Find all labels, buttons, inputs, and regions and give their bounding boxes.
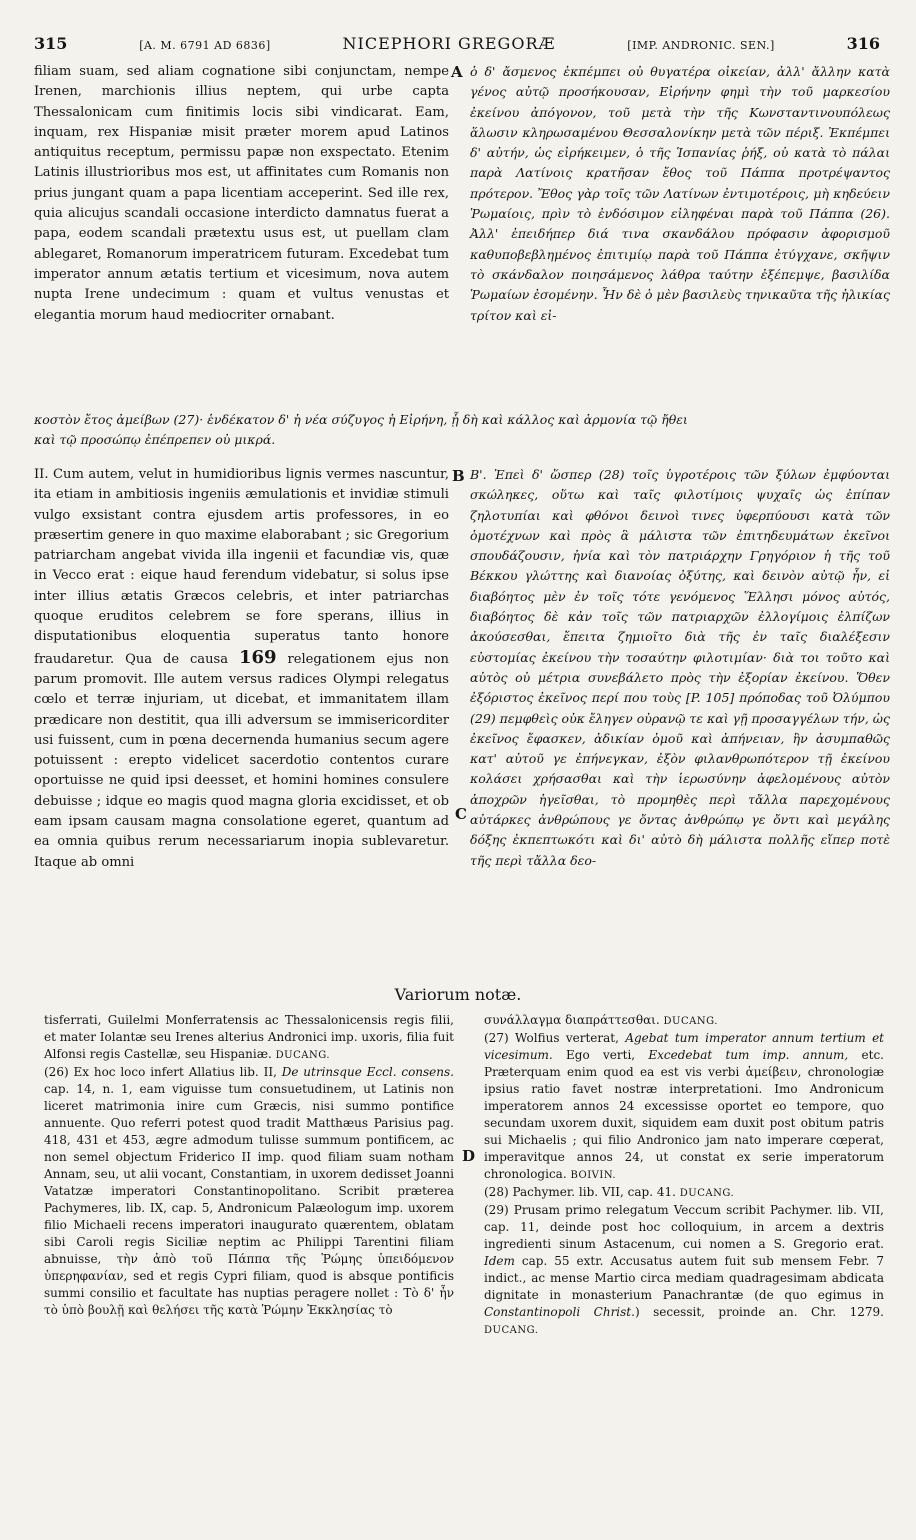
greek-section-ii: Β'. Ἐπεὶ δ' ὥσπερ (28) τοῖς ὑγροτέροις τῶν ξύλων ἐμφύονται σκώληκες, οὕτω καὶ ταῖς φιλοτίμοις ψυχαῖς ὡς ἐπίπαν ζηλοτυπίαι καὶ φθόνοι δεινοὶ τινες ὑφερπύουσι κατὰ τῶν ὁμοτέχνων καὶ πρὸς ἃ μάλιστα τῶν ἐπιτηδευμάτων ἐκεῖνοι σπουδάζουσιν, ἠνία καὶ τὸν πατριάρχην Γρηγόριον ἡ τῆς τοῦ Βέκκου γλώττης καὶ διανοίας ὀξύτης, καὶ δεινὸν αὐτῷ ἦν, εἰ διαβόητος μὲν ἐν τοῖς τότε γενόμενος Ἕλλησι μόνος αὐτός, διαβόητος δὲ κἀν τοῖς τῶν πατριαρχῶν ἐλλογίμοις ἐλπίζων ἀκούσεσθαι, ἔπειτα ζημιοῖτο διὰ τῆς ἐν ταῖς διαλέξεσιν εὐστομίας ἐκείνου τὴν τοσαύτην φιλοτιμίαν· διὰ τοι τοῦτο καὶ αὐτὸς οὐ μέτρια συνεβάλετο πρὸς τὴν ἐξορίαν ἐκείνου. Ὅθεν ἐξόριστος ἐκεῖνος περί που τοὺς [P. 105] πρόποδας τοῦ Ὀλύμπου (29) πεμφθεὶς οὐκ ἔληγεν οὐρανῷ τε καὶ γῇ προσαγγέλων τήν, ὡς ἐκεῖνος ἔφασκεν, ἀδικίαν ὁμοῦ καὶ ἀπήνειαν, ἣν ἀσυμπαθῶς κατ' αὐτοῦ γε ἐπήνεγκαν, ἐξὸν φιλανθρωπότερον τῇ ἐκείνου κολάσει χρήσασθαι καὶ τὴν ἱερωσύνην ἀφελομένους αὐτὸν ἀποχρῶν ἡγεῖσθαι, τὸ προμηθὲς περὶ τἄλλα παρεχομένους αὐτάρκες ἀνθρώπους γε ὄντας ἀνθρώπῳ γε ὄντι καὶ μεγάλης δόξης ἐκπεπτωκότι καὶ δι' αὐτὸ δὴ μάλιστα πολλῆς εἴπερ ποτὲ τῆς περὶ τἄλλα δεο- — [470, 467, 890, 868]
latin-paragraph: filiam suam, sed aliam cognatione sibi conjunctam, nempe Irenen, marchionis illius neptem, qui urbe capta Thessalonicam cum finitimis locis sibi vindicarat. Eam, inquam, rex Hispaniæ misit præter morem apud Latinos antiquitus receptum, permissu papæ non exspectato. Etenim Latinis illustrioribus mos est, ut affinitates cum Romanis non prius jungant quam a papa licentiam acceperint. Sed ille rex, quia alicujus scandali occasione interdicto damnatus fuerat a papa, eodem scandali prætextu usus est, ut puellam clam ablegaret, Romanorum imperatricem futuram. Excedebat tum imperator annum ætatis tertium et vicesimum, nova autem nupta Irene undecimum : quam et vultus venustas et elegantia morum haud mediocriter ornabant. — [34, 64, 449, 323]
running-header — [34, 34, 880, 60]
note-28: (28) Pachymer. lib. VII, cap. 41. DUCANG. — [484, 1185, 735, 1199]
section-marker-c: C — [455, 805, 467, 823]
note-signature: DUCANG. — [484, 1325, 539, 1336]
note-27: (27) Wolfius verterat, Agebat tum imperator annum tertium et vicesimum. Ego verti, Excedebat tum imp. annum, etc. Præterquam enim quod ea est vis verbi ἀμείβειν, chronologiæ ipsius ratio favet nostræ interpretationi. Imo Andronicum imperatorem annos 24 excessisse oportet eo tempore, quo secundam uxorem duxit, siquidem eam duxit post obitum patris sui Michaelis ; qui filio Andronico jam nato imperare cœperat, imperavitque annos 24, ut constat ex serie imperatorum chronologica. BOIVIN. — [484, 1031, 884, 1181]
latin-column-part1 — [34, 62, 449, 326]
note-29: (29) Prusam primo relegatum Veccum scribit Pachymer. lib. VII, cap. 11, deinde post hoc colloquium, in arcem a dextris ingredienti sinum Astacenum, cui nomen a S. Gregorio erat. Idem cap. 55 extr. Accusatus autem fuit sub mensem Febr. 7 indict., ac mense Martio circa mediam quadragesimam abdicata dignitate in monasterium Panachrantæ (de quo egimus in Constantinopoli Christ.) secessit, proinde an. Chr. 1279. DUCANG. — [484, 1203, 884, 1336]
header-date: [A. M. 6791 AD 6836] — [139, 39, 271, 52]
note-signature: DUCANG. — [679, 1188, 735, 1199]
header-title: NICEPHORI GREGORÆ — [342, 34, 556, 53]
header-book: [IMP. ANDRONIC. SEN.] — [627, 39, 775, 52]
greek-spanning-lines — [34, 410, 894, 450]
latin-text-a: II. Cum autem, velut in humidioribus lignis vermes nascuntur, ita etiam in ambitiosis ingeniis æmulationis et invidiæ stimuli vulgo exsistant contra ejusdem artis professores, in eo præsertim genere in quo maxime elaborabant ; sic Gregorium patriarcham angebat vivida illa ingenii et facundiæ vis, quæ in Vecco erat : eique haud ferendum videbatur, si solus ipse inter illius ætatis Græcos celebris, et inter patriarchas quoque eruditos celebrem se fore sperans, illius in disputationibus eloquentia superatus tanto honore fraudaretur. Qua de causa — [34, 467, 449, 667]
page-number-right: 316 — [846, 34, 880, 53]
greek-cross-line-2: καὶ τῷ προσώπῳ ἐπέπρεπεν οὐ μικρά. — [34, 432, 276, 447]
latin-section-ii — [34, 465, 449, 873]
latin-text-b: relegationem ejus non parum promovit. Ille autem versus radices Olympi relegatus cœlo et terræ injuriam, ut dicebat, et immanitatem illam prædicare non destitit, qua illi adversum se immisericorditer usi fuissent, cum in pœna decernenda humanius secum agere potuissent : erepto videlicet sacerdotio contentos curare oportuisse ne quid ipsi deesset, et homini homines consulere debuisse ; idque eo magis quod magna gloria excidisset, et ob eam ipsam causam magna consolatione egeret, quantum ad ea omnia quibus rerum necessariarum inopia sublevaretur. Itaque ab omni — [34, 651, 449, 870]
notes-right-column — [484, 1012, 884, 1339]
note-continuation: tisferrati, Guilelmi Monferratensis ac Thessalonicensis regis filii, et mater Iolantæ seu Irenes alterius Andronici imp. uxoris, filia fuit Alfonsi regis Castellæ, seu Hispaniæ. DUCANG. — [44, 1013, 454, 1061]
migne-column-number: 169 — [238, 646, 277, 668]
note-26: (26) Ex hoc loco infert Allatius lib. II, De utrinsque Eccl. consens. cap. 14, n. 1, eam viguisse tum consuetudinem, ut Latinis non liceret matrimonia inire cum Græcis, nisi summo pontifice annuente. Quo referri potest quod tradit Matthæus Parisius pag. 418, 431 et 453, ægre admodum tulisse summum pontificem, ac non semel objectum Friderico II imp. quod filiam suam notham Annam, seu, ut alii vocant, Constantiam, in uxorem dedisset Joanni Vatatzæ imperatori Constantinopolitano. Scribit præterea Pachymeres, lib. IX, cap. 5, Andronicum Palæologum imp. uxorem filio Michaeli recens imperatori inaugurato quærentem, oblatam sibi Caroli regis Siciliæ neptim ac Philippi Tarentini filiam abnuisse, τὴν ἀπὸ τοῦ Πάππα τῆς Ῥώμης ὑπειδόμενον ὑπερηφανίαν, sed et regis Cypri filiam, quod is absque pontificis summi consilio et facultate has nuptias peragere nollet : Τὸ δ' ἦν τὸ ὑπὸ βουλῇ καὶ θελήσει τῆς κατὰ Ῥώμην Ἐκκλησίας τὸ — [44, 1065, 454, 1317]
section-marker-a: A — [451, 63, 463, 81]
greek-column-part1 — [470, 62, 890, 326]
page-number-left: 315 — [34, 34, 68, 53]
greek-paragraph: ὁ δ' ἄσμενος ἐκπέμπει οὐ θυγατέρα οἰκείαν, ἀλλ' ἄλλην κατὰ γένος αὐτῷ προσήκουσαν, Εἰρήνην φημὶ τὴν τοῦ μαρκεσίου ἐκείνου ἀπόγονον, τοῦ μετὰ τὴν τῆς Κωνσταντινουπόλεως ἅλωσιν κληρωσαμένου Θεσσαλονίκην μετὰ τῶν πέριξ. Ἐκπέμπει δ' αὐτήν, ὡς εἰρήκειμεν, ὁ τῆς Ἱσπανίας ῥήξ, οὐ κατὰ τὸ πάλαι παρὰ Λατίνοις κρατῆσαν ἔθος τοῦ Πάππα προτρέψαντος πρότερον. Ἔθος γὰρ τοῖς τῶν Λατίνων ἐντιμοτέροις, μὴ κηδεύειν Ῥωμαίοις, πρὶν τὸ ἐνδόσιμον εἰληφέναι παρὰ τοῦ Πάππα (26). Ἀλλ' ἐπειδήπερ διά τινα σκανδάλου πρόφασιν ἀφορισμοῦ καθυποβεβλημένος ἐπιτιμίῳ παρὰ τοῦ Πάππα ἐτύγχανε, σκῆψιν τὸ σκάνδαλον ποιησάμενος λάθρα ταύτην ἐξέπεμψε, βασιλίδα Ῥωμαίων ἐσομένην. Ἦν δὲ ὁ μὲν βασιλεὺς τηνικαῦτα τῆς ἡλικίας τρίτον καὶ εἰ- — [470, 64, 890, 323]
notes-left-column — [44, 1012, 454, 1319]
note-26-end: συνάλλαγμα διαπράττεσθαι. DUCANG. — [484, 1013, 718, 1027]
latin-column-part2 — [34, 465, 449, 873]
greek-column-part2 — [470, 465, 890, 871]
section-marker-b: B — [452, 467, 465, 485]
notes-heading: Variorum notæ. — [394, 985, 522, 1004]
note-signature: BOIVIN. — [570, 1170, 617, 1181]
section-marker-d: D — [462, 1147, 476, 1165]
note-signature: DUCANG. — [663, 1016, 718, 1027]
greek-cross-line-1: κοστὸν ἔτος ἀμείβων (27)· ἑνδέκατον δ' ἡ νέα σύζυγος ἡ Εἰρήνη, ᾗ δὴ καὶ κάλλος καὶ ἁρμονία τῷ ἤθει — [34, 412, 688, 427]
note-signature: DUCANG. — [275, 1050, 331, 1061]
